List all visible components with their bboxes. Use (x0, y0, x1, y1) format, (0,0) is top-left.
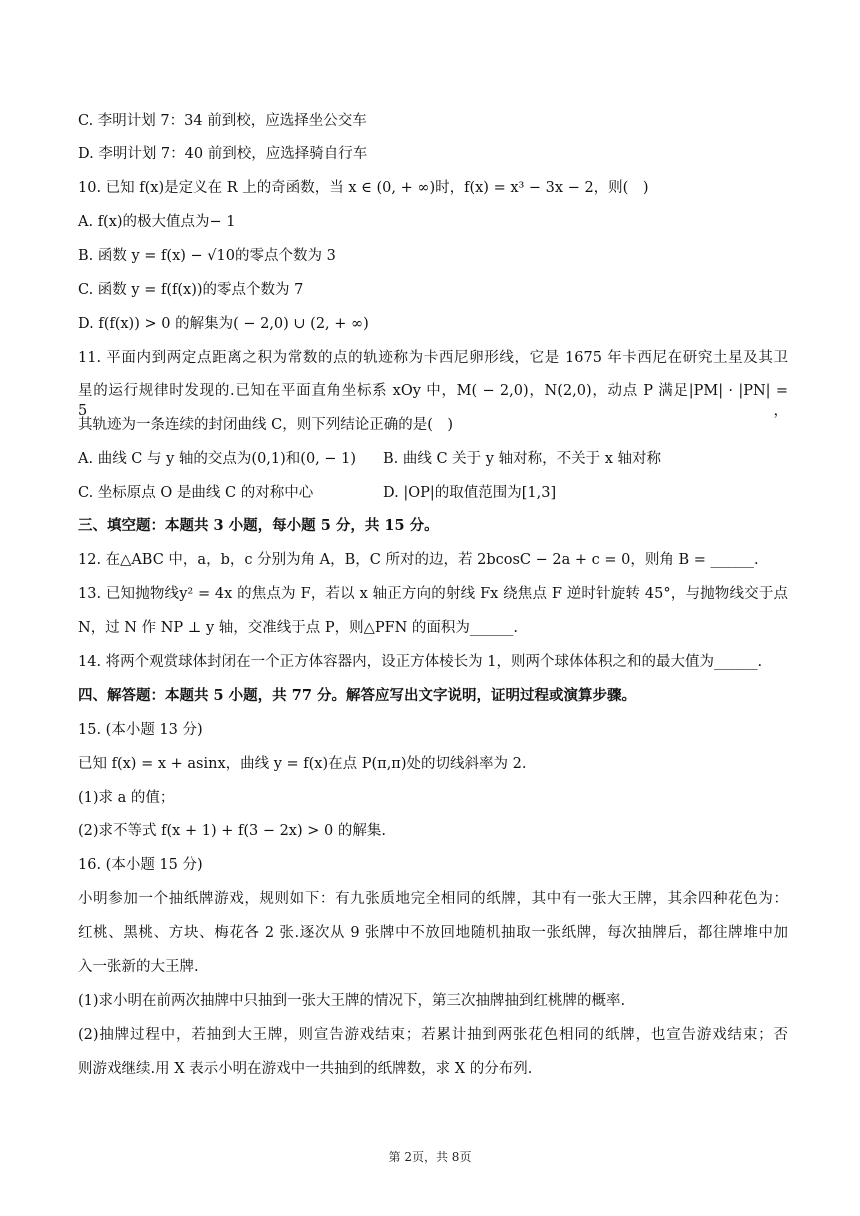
question-12: 12. 在△ABC 中，a，b，c 分别为角 A，B，C 所对的边，若 2bcosC − 2a + c = 0，则角 B = ______. (78, 552, 759, 568)
question-16-stem-line2: 红桃、黑桃、方块、梅花各 2 张.逐次从 9 张牌中不放回地随机抽取一张纸牌，每次抽牌后，都往牌堆中加 (78, 925, 788, 941)
question-16-stem-line1: 小明参加一个抽纸牌游戏，规则如下：有九张质地完全相同的纸牌，其中有一张大王牌，其余四种花色为： (78, 891, 788, 907)
option-c-q11: C. 坐标原点 O 是曲线 C 的对称中心 (78, 485, 314, 501)
question-10-stem: 10. 已知 f(x)是定义在 R 上的奇函数，当 x ∈ (0, + ∞)时，f(x) = x³ − 3x − 2，则( ) (78, 180, 649, 196)
option-c-q9: C. 李明计划 7：34 前到校，应选择坐公交车 (78, 113, 367, 129)
option-a-q11: A. 曲线 C 与 y 轴的交点为(0,1)和(0, − 1) (78, 451, 357, 467)
question-11-stem-line3: 其轨迹为一条连续的封闭曲线 C，则下列结论正确的是( ) (78, 417, 454, 433)
question-15-stem: 已知 f(x) = x + asinx，曲线 y = f(x)在点 P(π,π)处的切线斜率为 2. (78, 756, 527, 772)
option-d-q11: D. |OP|的取值范围为[1,3] (383, 485, 557, 501)
question-11-stem-line1: 11. 平面内到两定点距离之积为常数的点的轨迹称为卡西尼卵形线，它是 1675 年卡西尼在研究土星及其卫 (78, 350, 788, 366)
question-15-header: 15. (本小题 13 分) (78, 722, 203, 738)
question-15-part2: (2)求不等式 f(x + 1) + f(3 − 2x) > 0 的解集. (78, 823, 386, 839)
question-11-stem-line2: 星的运行规律时发现的.已知在平面直角坐标系 xOy 中，M( − 2,0)，N(2,0)，动点 P 满足|PM| · |PN| = 5， (78, 383, 788, 419)
question-16-part2-line2: 则游戏继续.用 X 表示小明在游戏中一共抽到的纸牌数，求 X 的分布列. (78, 1061, 533, 1077)
option-b-q11: B. 曲线 C 关于 y 轴对称，不关于 x 轴对称 (383, 451, 661, 467)
question-16-stem-line3: 入一张新的大王牌. (78, 959, 199, 975)
question-13-line1: 13. 已知抛物线y² = 4x 的焦点为 F，若以 x 轴正方向的射线 Fx 绕焦点 F 逆时针旋转 45°，与抛物线交于点 (78, 586, 788, 602)
option-c-q10: C. 函数 y = f(f(x))的零点个数为 7 (78, 282, 304, 298)
section-fill-in-heading: 三、填空题：本题共 3 小题，每小题 5 分，共 15 分。 (78, 517, 439, 534)
option-d-q9: D. 李明计划 7：40 前到校，应选择骑自行车 (78, 146, 368, 162)
page-footer: 第 2页，共 8页 (388, 1150, 472, 1164)
option-a-q10: A. f(x)的极大值点为− 1 (78, 214, 236, 230)
option-d-q10: D. f(f(x)) > 0 的解集为( − 2,0) ∪ (2, + ∞) (78, 316, 369, 332)
section-solutions-heading: 四、解答题：本题共 5 小题，共 77 分。解答应写出文字说明，证明过程或演算步骤。 (78, 687, 636, 704)
question-16-part2-line1: (2)抽牌过程中，若抽到大王牌，则宣告游戏结束；若累计抽到两张花色相同的纸牌，也宣告游戏结束；否 (78, 1027, 788, 1043)
question-16-header: 16. (本小题 15 分) (78, 857, 203, 873)
question-14: 14. 将两个观赏球体封闭在一个正方体容器内，设正方体棱长为 1，则两个球体体积之和的最大值为______. (78, 654, 763, 670)
question-16-part1: (1)求小明在前两次抽牌中只抽到一张大王牌的情况下，第三次抽牌抽到红桃牌的概率. (78, 993, 626, 1009)
question-15-part1: (1)求 a 的值； (78, 790, 175, 806)
question-13-line2: N，过 N 作 NP ⊥ y 轴，交准线于点 P，则△PFN 的面积为______. (78, 620, 519, 636)
option-b-q10: B. 函数 y = f(x) − √10的零点个数为 3 (78, 248, 336, 264)
